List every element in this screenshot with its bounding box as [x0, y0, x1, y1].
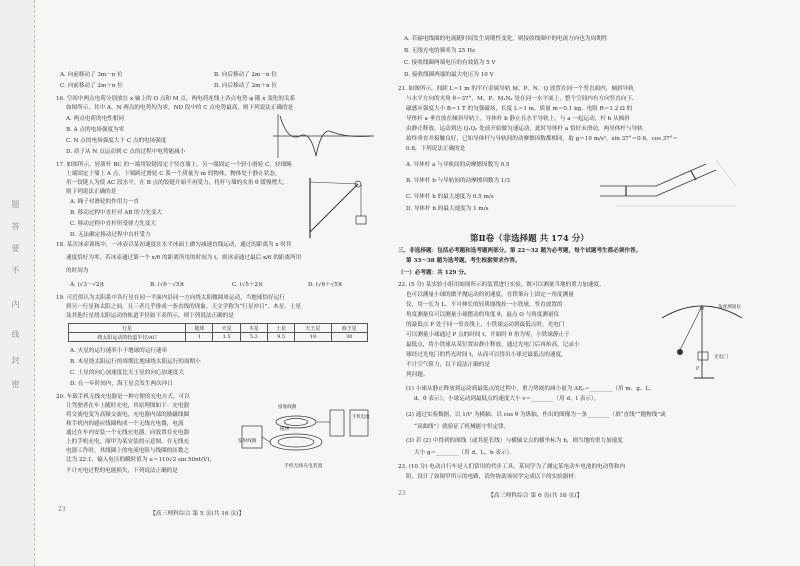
binding-mark: 内 [11, 300, 20, 308]
q22-stem: 最低点，将小铁球从某位置由静止释放，通过光电门后再抬高，记录小 [406, 342, 580, 348]
q22-part: (3) 若 (2) 中得到的图线（或其延长线）与横轴交点的横坐标为 b，则当地的重力加速度 [406, 438, 623, 444]
binding-mark: 封 [11, 356, 20, 364]
left-page [48, 0, 382, 566]
q22-part: (2) 通过实验数据，以 1/t² 为横轴、以 cos θ 为纵轴，作出的图像为一条________（填“直线”“抛物线”或 [406, 412, 666, 418]
q22-part: “双曲线”）就验证了机械能守恒定律。 [414, 424, 510, 430]
q17-stem: 用一铰链人为使 AC 段水平，在 B 点的铰链开始不再受力，将杆与墙的夹角 θ 缓慢增大， [66, 180, 289, 186]
q20-stem: 20. 车载手机无线充电器是一种方便的充电方式，可以 [56, 394, 190, 400]
q23-stem: 阻，设计了如图甲所示的电路，请你协助该同学完成以下的实验器材： [406, 474, 580, 480]
fig20-caption: 手机无线充电装置 [284, 464, 323, 469]
q20-stem: 将交流电变为高频交流电，充电器内部的励磁线圈 [66, 412, 190, 418]
binding-mark: 答 [11, 222, 20, 230]
q19-stem: 及其他行星绕太阳运动的轨道半径如下表所示，则下列说法正确的是 [66, 313, 234, 319]
table-cell: 9.5 [267, 333, 294, 342]
table-cell: 1 [186, 333, 213, 342]
q18-stem: 速度恰好为零，若冰壶通过第一个 x/6 的距离所用的时间为 t，则冰壶通过最后 x/6 的距离所用 [66, 255, 302, 261]
table-cell: 绕太阳运动的轨道半径/AU [69, 333, 186, 342]
q21-stem: 与水平方向的夹角 θ＝37°，M、P、M₁N₁ 处在同一水平面上，整个空间内有方向竖直向下、 [406, 96, 638, 102]
q21-stem: 21. 如图所示，间距 L＝1 m 的平行金属导轨 M、P、N、Q 放置在同一个竖直面内，倾斜导轨 [398, 86, 634, 92]
q21-stem: 0.8，下列说法正确的是 [406, 146, 466, 152]
q20-stem: 上的手机充电，图甲为某安装的示意图，在无线充 [66, 439, 190, 445]
table-cell: 19 [295, 333, 331, 342]
q19-stem: 19. 可近似认为太阳系中各行星在同一平面内沿同一方向绕太阳做圆周运动，当地球恰好运行 [56, 295, 285, 301]
q15-option-a: A. 向前移动了 3m－n 位 [60, 72, 123, 78]
q22-part: d、θ 表示），小球运动到最低点的速度大小 v＝________（用 d、t 表示）。 [414, 396, 600, 402]
footer-mark: 23 [58, 506, 66, 513]
part2-intro: 第 33～38 题为选考题，考生根据要求作答。 [406, 258, 521, 264]
q20-stem: 和手机内的感应线圈构成一个无线充电器，电流 [66, 421, 184, 427]
footer-mark: 23 [398, 490, 406, 497]
table-cell: 5.2 [240, 333, 267, 342]
page-footer: 【高三理科综合 第 6 页(共 16 页)】 [488, 493, 583, 499]
binding-mark: 密 [11, 380, 20, 388]
q21-stem: 由静止释放，运动到达 Q₁Q₂ 处前开始做匀速运动，此时导体杆 a 恰好未滑动，两导体杆与导轨 [406, 126, 643, 132]
q23-stem: 23. (10 分) 电动自行车是人们常用的代步工具。某同学为了测定某电动车电池的电动势和内 [398, 464, 626, 470]
q22-part: (1) 小球从静止释放到运动到最低点的过程中，重力势能的减小量为 ΔEₚ＝________（用 m、g、L、 [406, 386, 655, 392]
q18-option-a: A. (√3－√2)t [70, 282, 105, 288]
q20-stem: 通过在车内安装一个无线充电器，向放置在充电器 [66, 430, 190, 436]
q17-option-a: A. 绳子对滑轮的作用力一直 [70, 199, 140, 205]
binding-mark: 要 [11, 244, 20, 252]
table-header-cell: 土星 [267, 324, 294, 333]
required-heading: （一）必考题：共 129 分。 [398, 270, 470, 276]
q20-stem: 让驾驶者在车上随时充电，其原理图如下：充电器 [66, 403, 190, 409]
q16-option-d: D. 质子从 N 点运动到 C 点的过程中电势能减小 [66, 149, 186, 155]
q21-option-a: A. 导体杆 a 与导轨间的动摩擦因数为 0.5 [406, 162, 510, 168]
rod-pulley-figure [298, 176, 368, 240]
q18-stem: 的时间为 [66, 268, 89, 274]
q17-option-d: D. 无法确定移动过程中直杆受力 [70, 232, 151, 238]
q19-option-a: A. 火星的运行速率小于地球的运行速率 [70, 348, 168, 354]
part2-intro: 三、非选择题：包括必考题和选考题两部分。第 22～32 题为必考题，每个试题考生都必须作答。 [398, 248, 642, 254]
table-header-cell: 木星 [240, 324, 267, 333]
q20-option-a: A. 若输电线圈的电流随时间发生周期性变化，则接收线圈中的电流方向也为周期性 [404, 36, 608, 42]
fig20-label-battery: 手机电池 [352, 415, 370, 420]
q16-stem: 如图所示，其中 A、N 两点的电势均为零，ND 段中的 C 点电势最高，则下列说法正确的是 [66, 105, 294, 111]
q22-stem: 球经过光电门的挡光时间 t，从而可以得出小球过最低点的速度， [406, 352, 567, 358]
fig22-label-protractor: 角度测量仪 [718, 305, 741, 310]
table-header-cell: 行星 [69, 324, 186, 333]
q15-option-d: D. 向后移动了 2m＋n 位 [214, 83, 278, 89]
fig20-label-receive: 接收线圈 [278, 405, 297, 410]
q22-stem: 不计空气阻力，以下说法正确的是 [406, 362, 490, 368]
q16-option-a: A. 两点电荷的电性相同 [66, 116, 124, 122]
fig22-label-pivot: O [700, 307, 704, 312]
part2-title: 第Ⅱ卷（非选择题 共 174 分） [470, 234, 589, 244]
q22-stem: 22. (5 分) 某实验小组用如图所示的装置进行实验，既可以测量当地的重力加速度， [398, 282, 605, 288]
right-page [396, 0, 756, 566]
q19-option-d: D. 在一年时间内，海王星会发生两次冲日 [70, 381, 173, 387]
table-cell: 30 [331, 333, 367, 342]
q17-option-c: C. 移动过程中直杆所受弹力先变大 [70, 221, 156, 227]
q21-option-c: C. 导体杆 b 的最大速度为 0.5 m/s [406, 194, 494, 200]
q15-option-b: B. 向后移动了 2m－n 位 [214, 72, 277, 78]
q19-option-c: C. 土星的向心加速度比天王星的向心加速度大 [70, 370, 184, 376]
q22-part: 大小 g＝________（用 d、L、b 表示）。 [414, 450, 515, 456]
q22-stem: 列问题。 [406, 372, 429, 378]
q20-stem: 不计充电过程的电能损失，下列说法正确的是 [66, 468, 178, 474]
table-header-cell: 海王星 [331, 324, 367, 333]
fig22-label-p: P [696, 367, 700, 372]
q18-option-d: D. (√6＋√5)t [308, 282, 343, 288]
table-cell: 1.5 [213, 333, 240, 342]
q21-stem: 磁感应强度大小 B＝1 T 的匀强磁场，长度 L＝1 m、质量 m＝0.1 kg、电阻 R＝1.2 Ω 的 [406, 106, 633, 112]
q20-option-c: C. 接收线圈两端电压的有效值为 5 V [404, 60, 496, 66]
table-header-row [69, 324, 368, 333]
q16-stem: 16. 空间中两点电荷分别放在 x 轴上的 O 点和 M 点，两电荷连线上各点电势 φ 随 x 变化的关系 [56, 96, 296, 102]
q18-option-c: C. (√5＋2)t [232, 282, 263, 288]
q21-stem: 始终垂直并接触良好，已知导体杆与导轨间的动摩擦因数都相同，取 g＝10 m/s²，sin 37°＝0.6，cos 37°＝ [406, 136, 679, 142]
q22-stem: 可以测量小球通过 P 点的时间 t，开始时 θ 角为零，小铁球静止于 [406, 332, 570, 338]
binding-mark: 不 [11, 266, 20, 274]
q21-stem: 导体杆 a 垂直放在倾斜导轨上，导体杆 b 静止在水平导轨上，与 a 一起运动，杆 b 从倾斜 [406, 116, 630, 122]
q21-option-d: D. 导体杆 b 的最大速度为 1 m/s [406, 206, 489, 212]
binding-strip [0, 0, 35, 566]
fig20-label-field: 磁场 [280, 427, 290, 432]
q19-stem: 到另一行星和太阳之间，且三者几乎排成一条直线的现象，天文学称为“行星冲日”。木星、土星 [66, 304, 302, 310]
table-header-cell: 地球 [186, 324, 213, 333]
fig22-label-photogate: 光电门 [714, 355, 728, 360]
q16-option-c: C. N 点的电场强度大于 C 点的电场强度 [66, 138, 167, 144]
q21-option-b: B. 导体杆 b 与导轨间的动摩擦因数为 1/3 [406, 178, 510, 184]
q19-option-b: B. 木星绕太阳运行的周期比地球绕太阳运行的周期小 [70, 359, 201, 365]
q22-stem: 的最低点 P 处于同一竖直线上，小铁球运动到最低点时，光电门 [406, 322, 565, 328]
q18-option-b: B. (√6－√5)t [150, 282, 185, 288]
q22-stem: 仪，用一长为 L、不可伸长的轻质细线拴一小铁球，竖直放置的 [406, 302, 563, 308]
table-header-cell: 火星 [213, 324, 240, 333]
q17-option-b: B. 移动过程中直杆对 AB 的力先变大 [70, 210, 163, 216]
fig20-label-transmit: 发射线圈 [238, 439, 257, 444]
q20-option-b: B. 无线充电的频率为 25 Hz [404, 48, 475, 54]
q22-stem: 角度测量仪可以测量小球摆动的角度 θ，悬点 O 与角度测量仪 [406, 312, 560, 318]
q22-stem: 也可以测量小球的做平抛运动的初速度，在铁架台上固定一角度测量 [406, 292, 574, 298]
table-header-cell: 天王星 [295, 324, 331, 333]
q16-option-b: B. A 点的电场强度为零 [66, 127, 125, 133]
q18-stem: 18. 某次冰壶训练中，一冰壶以某初速度在水平冰面上做匀减速直线运动，通过的距离为 x 时其 [56, 242, 292, 248]
planet-orbit-table [68, 323, 368, 342]
q17-stem: 则下列说法正确的是 [66, 189, 117, 195]
page-footer: 【高三理科综合 第 5 页(共 16 页)】 [150, 511, 245, 517]
q20-stem: 电器工作时，其线圈上的电流电阻与线圈的匝数之 [66, 448, 190, 454]
q20-option-d: D. 接收线圈两端的最大电压为 10 V [404, 72, 494, 78]
binding-mark: 题 [11, 200, 20, 208]
q20-stem: 比为 22:1，输入电压的瞬时值为 u＝110√2 sin 50πt(V)， [66, 457, 216, 463]
q15-option-c: C. 向前移动了 2m＋n 位 [60, 83, 123, 89]
q17-stem: 17. 如图所示，轻质杆 BC 的一端用铰链固定于竖直墙上，另一端固定一个轻小滑轮 C，轻细绳 [56, 162, 292, 168]
rail-figure [596, 156, 746, 216]
potential-graph-figure [268, 112, 378, 160]
binding-mark: 线 [11, 330, 20, 338]
table-row [69, 333, 368, 342]
q17-stem: 上端固定于墙上 A 点，下端跨过滑轮 C 系一个质量为 m 的物体，物体处于静止状态， [66, 171, 281, 177]
